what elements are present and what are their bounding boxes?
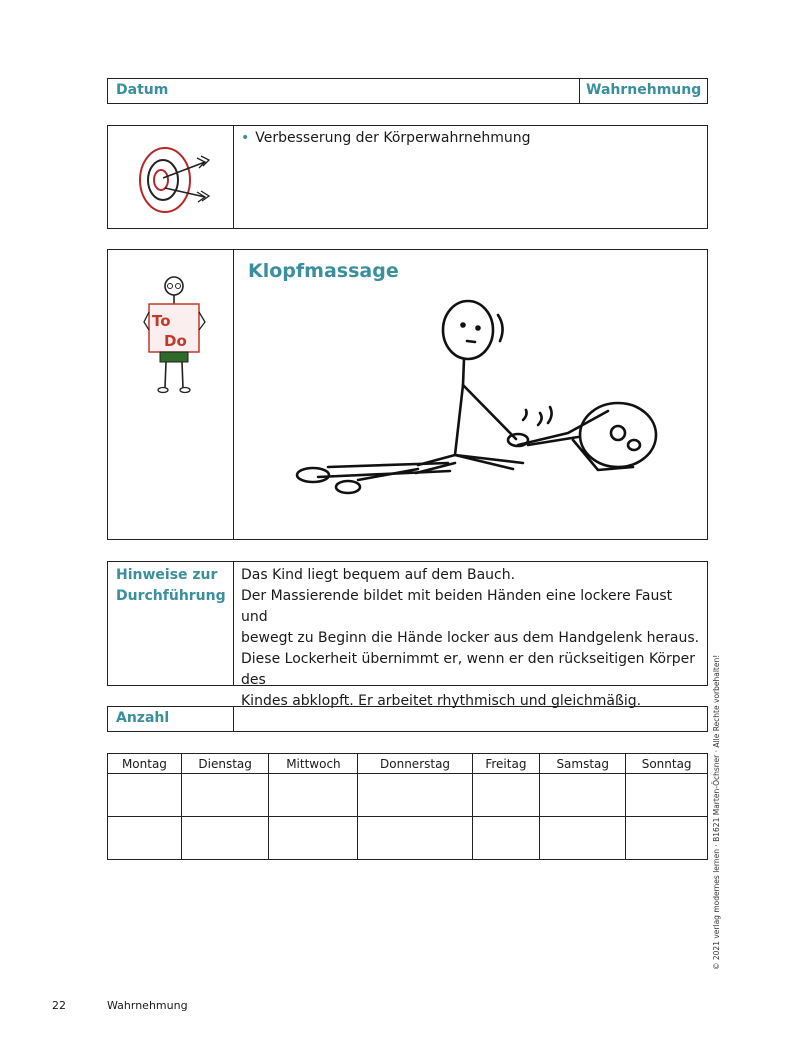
target-icon [133,140,218,215]
tracking-cell[interactable] [181,774,269,817]
tracking-cell[interactable] [269,774,358,817]
exercise-title: Klopfmassage [248,260,399,282]
day-header: Montag [108,754,182,774]
goal-item [241,130,530,146]
goal-row [107,125,708,229]
goal-text: Verbesserung der Körperwahrnehmung [255,130,531,146]
weekly-tracking-table [107,753,708,860]
instruction-line: Der Massierende bildet mit beiden Händen eine lockere Faust und [241,588,673,625]
date-cell [108,79,580,103]
section-name: Wahrnehmung [107,999,188,1012]
exercise-row [107,249,708,540]
header-row [107,78,708,104]
tracking-cell[interactable] [358,774,472,817]
tracking-cell[interactable] [358,817,472,860]
day-header: Donnerstag [358,754,472,774]
tracking-cell[interactable] [626,817,708,860]
table-row [108,817,708,860]
instructions-label: Hinweise zur Durchführung [116,567,226,604]
day-header: Mittwoch [269,754,358,774]
count-label: Anzahl [116,710,170,726]
day-header: Sonntag [626,754,708,774]
day-header: Freitag [472,754,540,774]
instruction-line: Das Kind liegt bequem auf dem Bauch. [241,567,516,583]
instructions-row [107,561,708,709]
column-divider [233,126,234,228]
count-row [107,706,708,732]
tracking-cell[interactable] [269,817,358,860]
tracking-cell[interactable] [626,774,708,817]
day-header: Samstag [540,754,626,774]
column-divider [233,250,234,539]
column-divider [233,562,234,685]
instruction-line: Kindes abklopft. Er arbeitet rhythmisch und gleichmäßig. [241,693,642,709]
tracking-cell[interactable] [472,774,540,817]
todo-figure-icon [142,274,208,396]
instruction-line: Diese Lockerheit übernimmt er, wenn er den rückseitigen Körper des [241,651,696,688]
tracking-cell[interactable] [181,817,269,860]
tracking-cell[interactable] [108,774,182,817]
svg-text:Do: Do [164,332,187,350]
day-header: Dienstag [181,754,269,774]
date-label: Datum [116,82,169,98]
instructions-text [241,565,703,712]
bullet-marker: • [241,130,250,146]
category-label: Wahrnehmung [586,82,702,98]
tracking-cell[interactable] [540,774,626,817]
copyright-notice: © 2021 verlag modernes lernen · B1621 Marten-Öchsner · Alle Rechte vorbehalten! [712,654,721,970]
massage-illustration [278,295,668,510]
table-row [108,774,708,817]
table-header-row [108,754,708,774]
instruction-line: bewegt zu Beginn die Hände locker aus dem Handgelenk heraus. [241,630,700,646]
tracking-cell[interactable] [472,817,540,860]
svg-text:To: To [152,312,171,330]
tracking-cell[interactable] [108,817,182,860]
page-number: 22 [52,999,66,1012]
tracking-cell[interactable] [540,817,626,860]
column-divider [233,707,234,731]
